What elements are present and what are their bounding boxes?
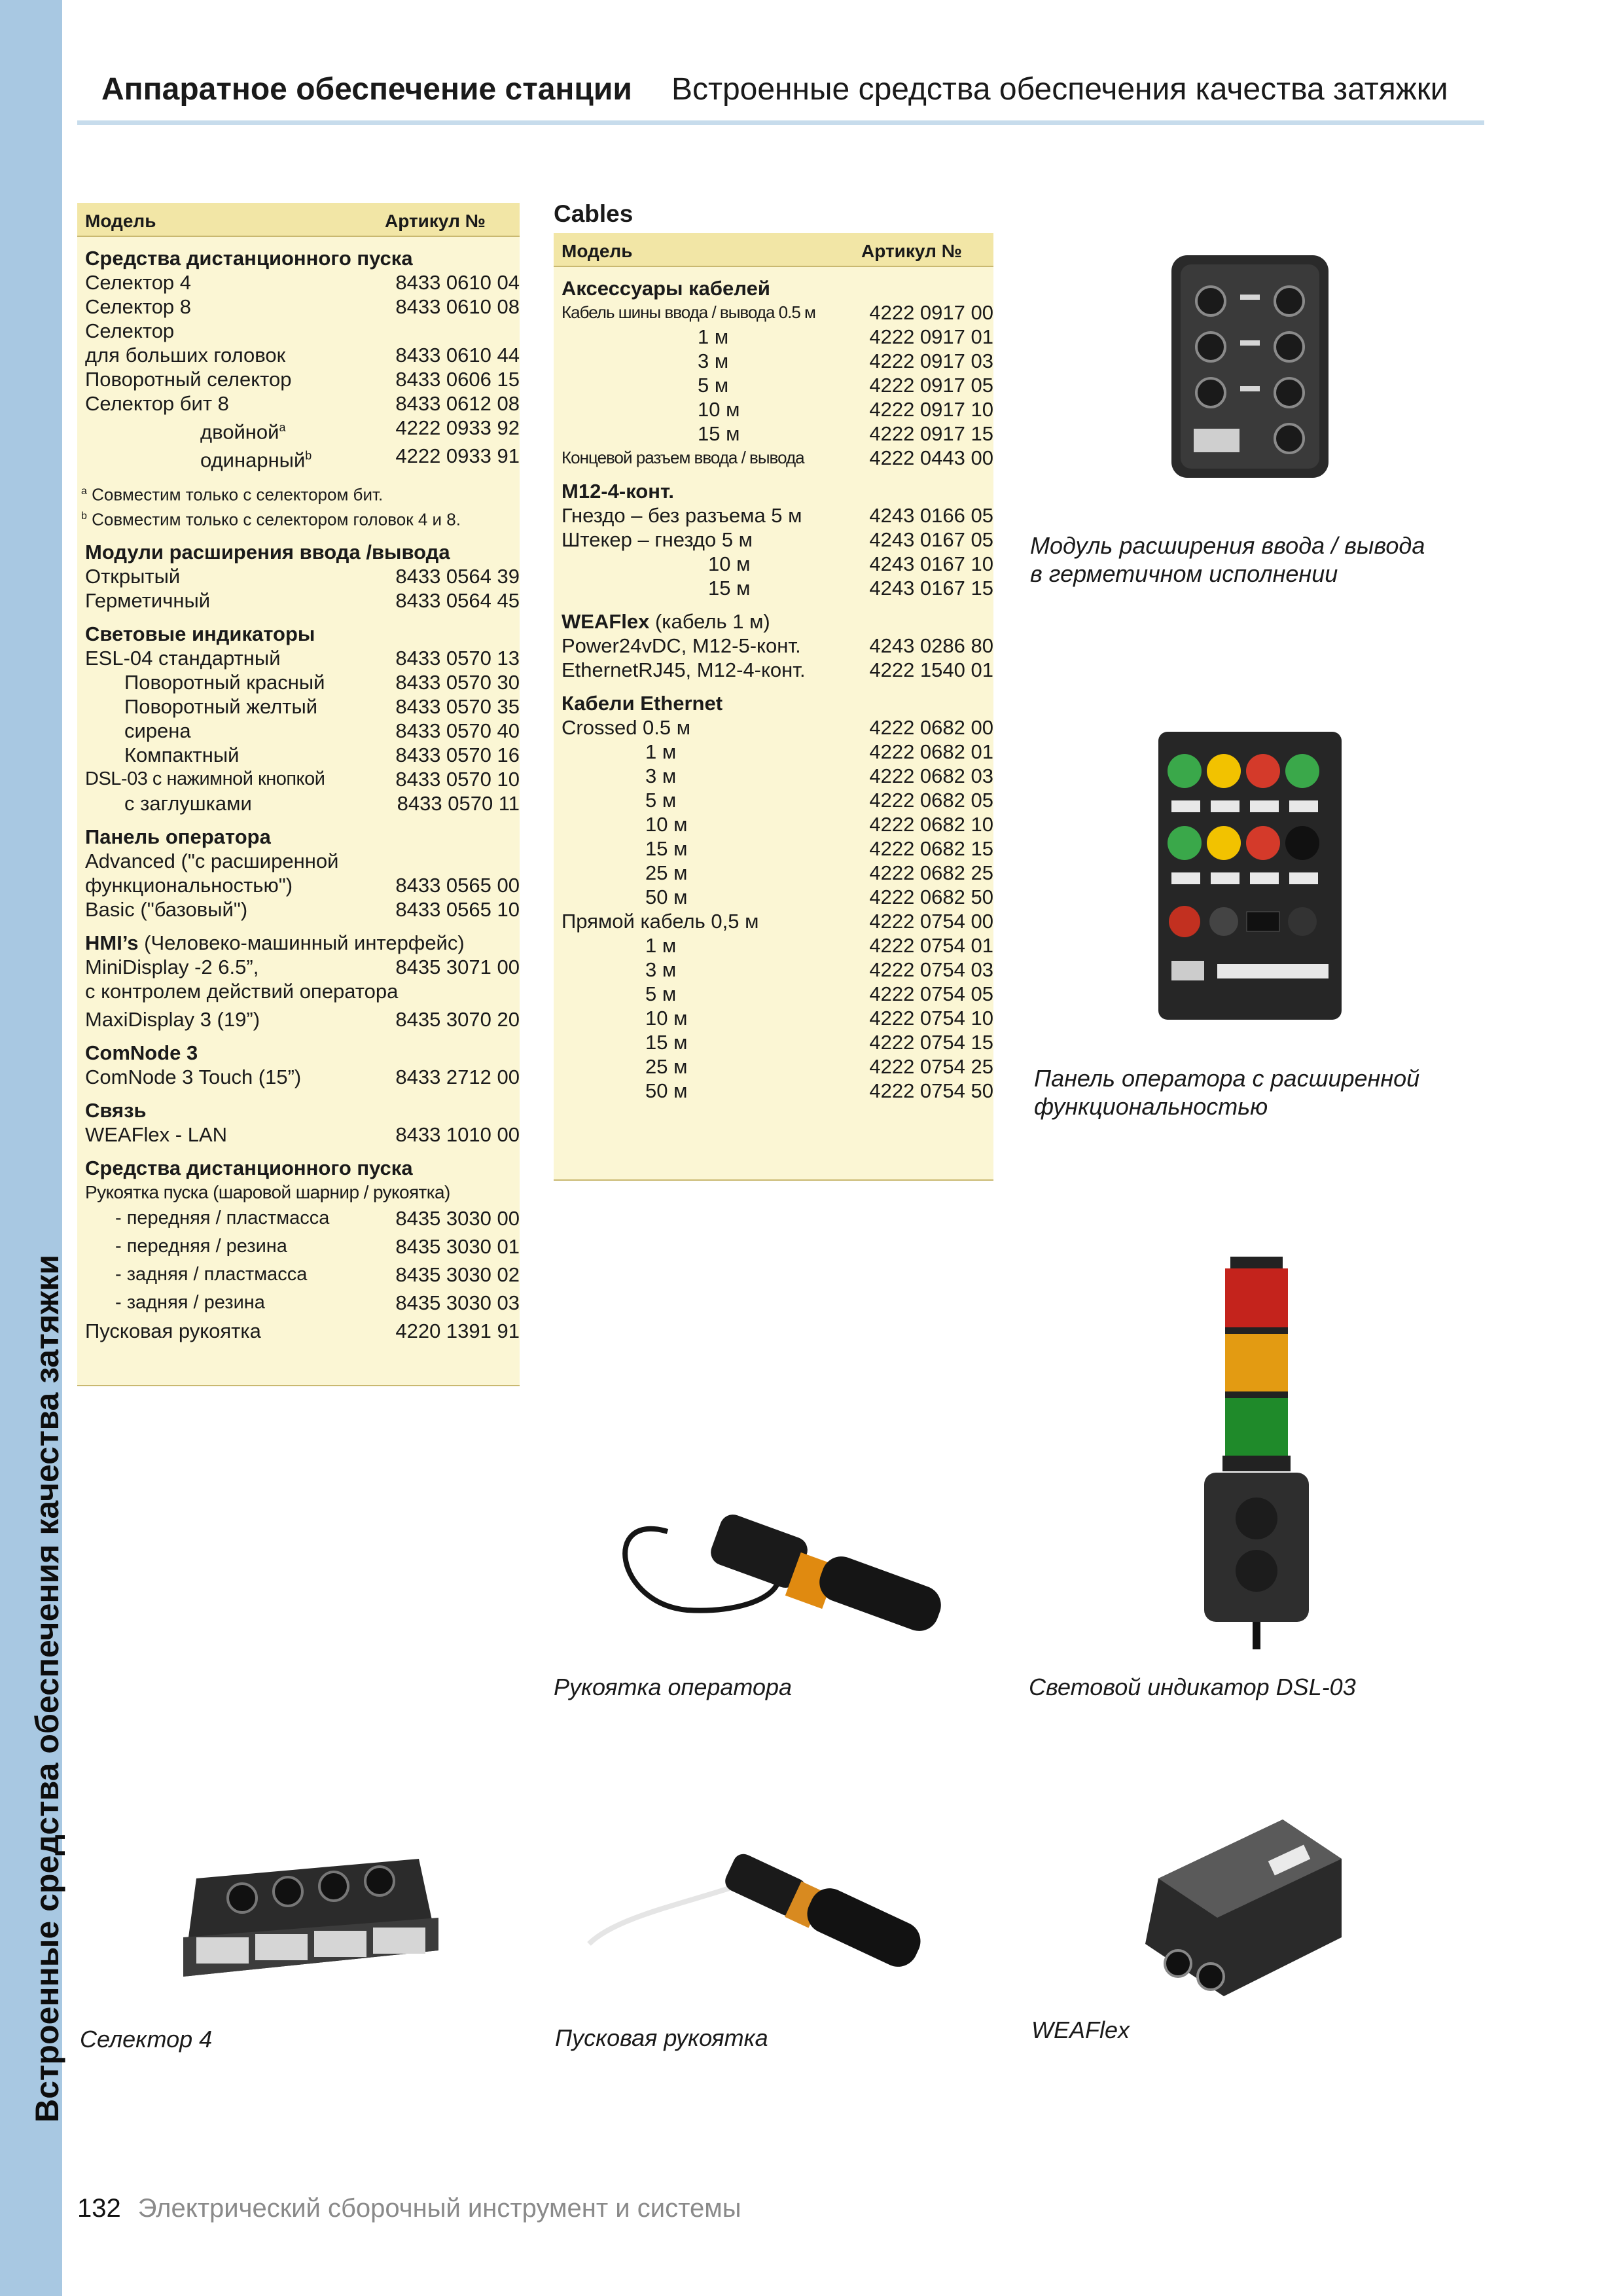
light-indicator-image bbox=[1198, 1257, 1315, 1649]
caption-start-handle: Пусковая рукоятка bbox=[555, 2024, 768, 2051]
page-number: 132 bbox=[77, 2194, 121, 2223]
sidebar-title: Встроенные средства обеспечения качества затяжки bbox=[29, 1254, 65, 2123]
table-row: двойной$^a$ 4222 0933 92 bbox=[200, 416, 520, 444]
caption-weaflex: WEAFlex bbox=[1031, 2017, 1130, 2043]
table-row: с заглушками 8433 0570 11 bbox=[124, 791, 520, 815]
section-title: Кабели Ethernet bbox=[562, 692, 723, 715]
section-title: Аксессуары кабелей bbox=[562, 277, 770, 300]
section-title: Модули расширения ввода /вывода bbox=[85, 540, 450, 564]
operator-panel-image bbox=[1152, 725, 1348, 1026]
table-row: Селектор бит 8 8433 0612 08 bbox=[85, 392, 520, 415]
col-model: Модель bbox=[562, 241, 633, 261]
section-title: WEAFlex (кабель 1 м) bbox=[562, 610, 770, 633]
table-row: MaxiDisplay 3 (19”) 8435 3070 20 bbox=[85, 1007, 520, 1031]
table-row: Открытый 8433 0564 39 bbox=[85, 564, 520, 588]
caption-io-module: Модуль расширения ввода / вывода в герметичном исполнении bbox=[1030, 532, 1425, 587]
section-title: Средства дистанционного пуска bbox=[85, 247, 413, 270]
section-title: Панель оператора bbox=[85, 825, 271, 848]
table-row: 5 м 4222 0754 05 bbox=[645, 982, 993, 1005]
table-bottom-rule bbox=[77, 1385, 520, 1386]
table-row: MiniDisplay -2 6.5”, 8435 3071 00 bbox=[85, 955, 520, 978]
caption-light-indicator: Световой индикатор DSL-03 bbox=[1029, 1674, 1356, 1700]
table-row: 3 м 4222 0682 03 bbox=[645, 764, 993, 787]
caption-operator-handle: Рукоятка оператора bbox=[554, 1674, 793, 1700]
table-row: ComNode 3 Touch (15”) 8433 2712 00 bbox=[85, 1065, 520, 1088]
table-row: с контролем действий оператора bbox=[85, 979, 399, 1003]
footer-title: Электрический сборочный инструмент и системы bbox=[137, 2194, 741, 2223]
weaflex-image bbox=[1132, 1813, 1355, 2009]
start-handle-image bbox=[576, 1846, 942, 2009]
table-row: 1 м 4222 0754 01 bbox=[645, 934, 993, 957]
table-row: Power24vDC, M12-5-конт. 4243 0286 80 bbox=[562, 634, 993, 657]
table-row: Basic ("базовый") 8433 0565 10 bbox=[85, 897, 520, 921]
table-row: 25 м 4222 0682 25 bbox=[645, 861, 993, 884]
table-row: - передняя / резина 8435 3030 01 bbox=[115, 1234, 520, 1258]
table-row: 1 м 4222 0917 01 bbox=[698, 325, 993, 348]
page-footer bbox=[77, 2194, 741, 2223]
table-row: 10 м 4222 0917 10 bbox=[698, 398, 993, 421]
page-title: Аппаратное обеспечение станции bbox=[101, 72, 632, 107]
table-row: Crossed 0.5 м 4222 0682 00 bbox=[562, 716, 993, 739]
table-row: 10 м 4222 0682 10 bbox=[645, 813, 993, 836]
table-row: 5 м 4222 0917 05 bbox=[698, 374, 993, 397]
table-row: Поворотный селектор 8433 0606 15 bbox=[85, 368, 520, 391]
table-row: Кабель шины ввода / вывода 0.5 м 4222 0917 00 bbox=[562, 301, 993, 324]
header-rule bbox=[77, 120, 1484, 125]
caption-selector4: Селектор 4 bbox=[80, 2026, 213, 2053]
table-row: сирена 8433 0570 40 bbox=[124, 719, 520, 742]
table-row: - передняя / пластмасса 8435 3030 00 bbox=[115, 1206, 520, 1230]
section-title: Световые индикаторы bbox=[85, 622, 315, 645]
section-title: Средства дистанционного пуска bbox=[85, 1156, 413, 1179]
page-subtitle: Встроенные средства обеспечения качества затяжки bbox=[671, 72, 1448, 107]
table-row: Поворотный красный 8433 0570 30 bbox=[124, 670, 520, 694]
operator-handle-image bbox=[609, 1486, 962, 1676]
table-row: 10 м 4222 0754 10 bbox=[645, 1007, 993, 1030]
table-row: 15 м 4222 0682 15 bbox=[645, 837, 993, 860]
table-row: для больших головок 8433 0610 44 bbox=[85, 344, 520, 367]
table-row: Штекер – гнездо 5 м 4243 0167 05 bbox=[562, 528, 993, 551]
page-header bbox=[101, 71, 1448, 109]
table-row: Пусковая рукоятка 4220 1391 91 bbox=[85, 1319, 520, 1342]
table-row: 5 м 4222 0682 05 bbox=[645, 789, 993, 812]
table-row: ESL-04 стандартный 8433 0570 13 bbox=[85, 646, 520, 670]
col-model: Модель bbox=[85, 211, 156, 231]
section-title: HMI’s (Человеко-машинный интерфейс) bbox=[85, 931, 465, 954]
table-row: 15 м 4222 0754 15 bbox=[645, 1031, 993, 1054]
table-row: 50 м 4222 0682 50 bbox=[645, 886, 993, 908]
table-row: WEAFlex - LAN 8433 1010 00 bbox=[85, 1122, 520, 1146]
cables-title: Cables bbox=[554, 200, 633, 227]
table-row: 10 м 4243 0167 10 bbox=[708, 552, 993, 575]
table-row: Рукоятка пуска (шаровой шарнир / рукоятка) bbox=[85, 1181, 450, 1202]
table-row: Advanced ("с расширенной bbox=[85, 849, 339, 872]
table-row: Герметичный 8433 0564 45 bbox=[85, 588, 520, 612]
section-title: ComNode 3 bbox=[85, 1041, 198, 1064]
table-row: функциональностью") 8433 0565 00 bbox=[85, 873, 520, 897]
section-title: Связь bbox=[85, 1098, 147, 1122]
table-row: 15 м 4243 0167 15 bbox=[708, 577, 993, 600]
table-row: Селектор bbox=[85, 319, 175, 342]
col-article: Артикул № bbox=[385, 211, 486, 231]
table-row: EthernetRJ45, M12-4-конт. 4222 1540 01 bbox=[562, 658, 993, 681]
table-row: Гнездо – без разъема 5 м 4243 0166 05 bbox=[562, 504, 993, 527]
table-row: 1 м 4222 0682 01 bbox=[645, 740, 993, 763]
footnote-a: $^a$ Совместим только с селектором бит. bbox=[81, 484, 383, 505]
table-row: - задняя / пластмасса 8435 3030 02 bbox=[115, 1263, 520, 1286]
table-row: Селектор 4 8433 0610 04 bbox=[85, 271, 520, 294]
table-header bbox=[77, 203, 520, 237]
table-row: 3 м 4222 0917 03 bbox=[698, 350, 993, 372]
table-row: - задняя / резина 8435 3030 03 bbox=[115, 1291, 520, 1314]
cables-table bbox=[554, 233, 993, 1181]
table-row: Концевой разъем ввода / вывода 4222 0443 00 bbox=[562, 446, 993, 469]
table-row: Селектор 8 8433 0610 08 bbox=[85, 295, 520, 318]
table-row: DSL-03 с нажимной кнопкой 8433 0570 10 bbox=[85, 767, 520, 791]
section-title: M12-4-конт. bbox=[562, 480, 675, 503]
table-bottom-rule bbox=[554, 1179, 993, 1181]
table-row: 15 м 4222 0917 15 bbox=[698, 422, 993, 445]
table-row: Компактный 8433 0570 16 bbox=[124, 743, 520, 766]
table-row: Поворотный желтый 8433 0570 35 bbox=[124, 694, 520, 718]
col-article: Артикул № bbox=[861, 241, 962, 261]
selector4-image bbox=[170, 1839, 445, 1990]
table-header bbox=[554, 233, 993, 267]
footnote-b: $^b$ Совместим только с селектором головок 4 и 8. bbox=[81, 509, 461, 529]
caption-operator-panel: Панель оператора с расширенной функциональностью bbox=[1034, 1065, 1420, 1120]
table-row: 25 м 4222 0754 25 bbox=[645, 1055, 993, 1078]
table-row: Прямой кабель 0,5 м 4222 0754 00 bbox=[562, 910, 993, 933]
table-row: 3 м 4222 0754 03 bbox=[645, 958, 993, 981]
table-row: 50 м 4222 0754 50 bbox=[645, 1079, 993, 1102]
io-module-image bbox=[1165, 249, 1335, 484]
equipment-table bbox=[77, 203, 520, 1386]
table-row: одинарный$^b$ 4222 0933 91 bbox=[200, 444, 520, 472]
